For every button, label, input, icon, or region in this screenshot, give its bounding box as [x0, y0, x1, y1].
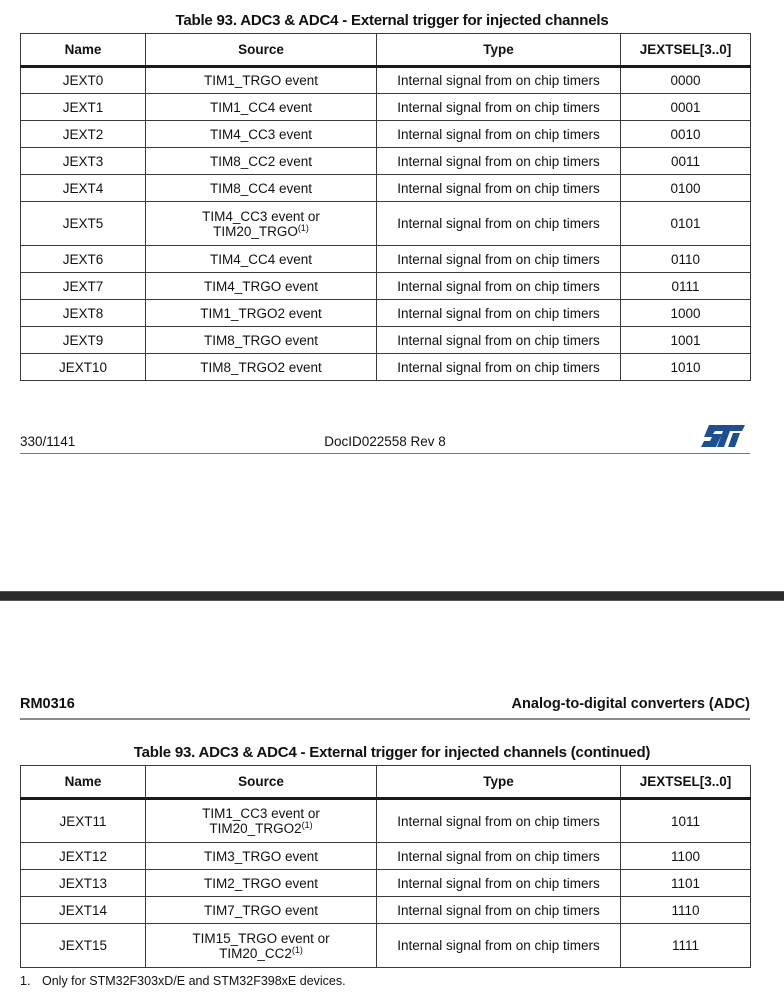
table-row [21, 300, 751, 327]
cell-name: JEXT12 [21, 843, 146, 870]
table-header-row [21, 34, 751, 67]
cell-name: JEXT3 [21, 148, 146, 175]
page-footer [20, 424, 750, 454]
cell-source [146, 148, 377, 175]
cell-name: JEXT5 [21, 202, 146, 246]
source-line-2: TIM20_CC2 [219, 945, 292, 961]
column-header-source: Source [146, 34, 377, 67]
table-row [21, 94, 751, 121]
cell-type: Internal signal from on chip timers [377, 897, 621, 924]
cell-jextsel: 0011 [621, 148, 751, 175]
cell-source [146, 924, 377, 968]
cell-type: Internal signal from on chip timers [377, 175, 621, 202]
cell-jextsel: 1111 [621, 924, 751, 968]
cell-jextsel: 1000 [621, 300, 751, 327]
section-title: Analog-to-digital converters (ADC) [511, 696, 750, 712]
cell-type: Internal signal from on chip timers [377, 273, 621, 300]
source-line: TIM4_CC3 event or [202, 208, 320, 224]
source-line: TIM15_TRGO event or [192, 930, 330, 946]
table-row [21, 121, 751, 148]
cell-name: JEXT0 [21, 67, 146, 94]
cell-type: Internal signal from on chip timers [377, 327, 621, 354]
table-row [21, 175, 751, 202]
cell-jextsel: 0110 [621, 246, 751, 273]
column-header-type: Type [377, 766, 621, 799]
source-line: TIM1_CC3 event or [202, 806, 320, 821]
table-row [21, 354, 751, 381]
table-row [21, 246, 751, 273]
source-line: TIM2_TRGO event [203, 875, 319, 891]
cell-type: Internal signal from on chip timers [377, 148, 621, 175]
source-line: TIM7_TRGO event [203, 902, 319, 918]
column-header-type: Type [377, 34, 621, 67]
table-row [21, 799, 751, 843]
table-row [21, 67, 751, 94]
cell-name: JEXT9 [21, 327, 146, 354]
cell-name: JEXT8 [21, 300, 146, 327]
column-header-name: Name [21, 766, 146, 799]
source-line: TIM4_CC4 event [209, 251, 313, 267]
trigger-table-page2 [20, 765, 751, 968]
source-line: TIM3_TRGO event [203, 848, 319, 864]
cell-type: Internal signal from on chip timers [377, 300, 621, 327]
cell-source [146, 327, 377, 354]
source-line: TIM1_TRGO2 event [200, 305, 322, 321]
cell-source [146, 273, 377, 300]
cell-type: Internal signal from on chip timers [377, 799, 621, 843]
footnote-text: Only for STM32F303xD/E and STM32F398xE devices. [42, 974, 346, 988]
source-line: TIM4_CC3 event [209, 126, 313, 142]
table-row [21, 327, 751, 354]
table-row [21, 202, 751, 246]
cell-source [146, 354, 377, 381]
cell-type: Internal signal from on chip timers [377, 843, 621, 870]
cell-name: JEXT14 [21, 897, 146, 924]
cell-type: Internal signal from on chip timers [377, 121, 621, 148]
footnote-ref: (1) [301, 820, 313, 830]
trigger-table-page1 [20, 33, 751, 381]
table-row [21, 273, 751, 300]
cell-source [146, 121, 377, 148]
cell-jextsel: 1011 [621, 799, 751, 843]
cell-jextsel: 0100 [621, 175, 751, 202]
page-header [20, 694, 750, 720]
cell-source [146, 67, 377, 94]
cell-source [146, 94, 377, 121]
cell-name: JEXT2 [21, 121, 146, 148]
footnote [20, 974, 346, 988]
cell-name: JEXT13 [21, 870, 146, 897]
cell-source [146, 300, 377, 327]
footnote-ref: (1) [297, 222, 309, 233]
cell-jextsel: 1110 [621, 897, 751, 924]
table-row [21, 870, 751, 897]
source-line: TIM8_CC4 event [209, 180, 313, 196]
cell-type: Internal signal from on chip timers [377, 246, 621, 273]
page-separator [0, 591, 784, 601]
cell-name: JEXT6 [21, 246, 146, 273]
doc-reference: RM0316 [20, 696, 75, 712]
cell-type: Internal signal from on chip timers [377, 870, 621, 897]
page-number: 330/1141 [20, 434, 76, 449]
cell-name: JEXT15 [21, 924, 146, 968]
cell-jextsel: 1101 [621, 870, 751, 897]
cell-type: Internal signal from on chip timers [377, 202, 621, 246]
cell-source [146, 799, 377, 843]
cell-type: Internal signal from on chip timers [377, 354, 621, 381]
cell-name: JEXT10 [21, 354, 146, 381]
cell-source [146, 175, 377, 202]
source-line: TIM8_TRGO2 event [200, 359, 322, 375]
source-line: TIM1_TRGO event [203, 73, 319, 88]
column-header-name: Name [21, 34, 146, 67]
st-logo-icon [700, 424, 746, 448]
footnote-ref: (1) [291, 944, 303, 955]
source-line: TIM1_CC4 event [209, 99, 313, 115]
cell-name: JEXT11 [21, 799, 146, 843]
source-line: TIM4_TRGO event [203, 278, 319, 294]
table-row [21, 897, 751, 924]
table-title-continued: Table 93. ADC3 & ADC4 - External trigger for injected channels (continued) [133, 744, 651, 761]
footnote-number: 1. [20, 974, 31, 988]
cell-name: JEXT7 [21, 273, 146, 300]
table-header-row [21, 766, 751, 799]
cell-type: Internal signal from on chip timers [377, 67, 621, 94]
table-row [21, 843, 751, 870]
source-line-2: TIM20_TRGO [213, 223, 298, 239]
cell-source [146, 843, 377, 870]
cell-source [146, 202, 377, 246]
cell-jextsel: 1001 [621, 327, 751, 354]
cell-jextsel: 1100 [621, 843, 751, 870]
table-row [21, 148, 751, 175]
cell-source [146, 870, 377, 897]
source-line: TIM8_TRGO event [203, 332, 319, 348]
cell-jextsel: 0001 [621, 94, 751, 121]
cell-jextsel: 0101 [621, 202, 751, 246]
column-header-jextsel: JEXTSEL[3..0] [621, 766, 751, 799]
cell-jextsel: 0000 [621, 67, 751, 94]
cell-name: JEXT4 [21, 175, 146, 202]
source-line-2: TIM20_TRGO2 [209, 821, 302, 836]
cell-type: Internal signal from on chip timers [377, 924, 621, 968]
table-title: Table 93. ADC3 & ADC4 - External trigger for injected channels [175, 12, 609, 29]
doc-id: DocID022558 Rev 8 [324, 434, 446, 449]
table-row [21, 924, 751, 968]
cell-name: JEXT1 [21, 94, 146, 121]
cell-jextsel: 1010 [621, 354, 751, 381]
column-header-source: Source [146, 766, 377, 799]
cell-jextsel: 0111 [621, 273, 751, 300]
cell-type: Internal signal from on chip timers [377, 94, 621, 121]
column-header-jextsel: JEXTSEL[3..0] [621, 34, 751, 67]
cell-source [146, 246, 377, 273]
source-line: TIM8_CC2 event [209, 153, 313, 169]
cell-jextsel: 0010 [621, 121, 751, 148]
cell-source [146, 897, 377, 924]
